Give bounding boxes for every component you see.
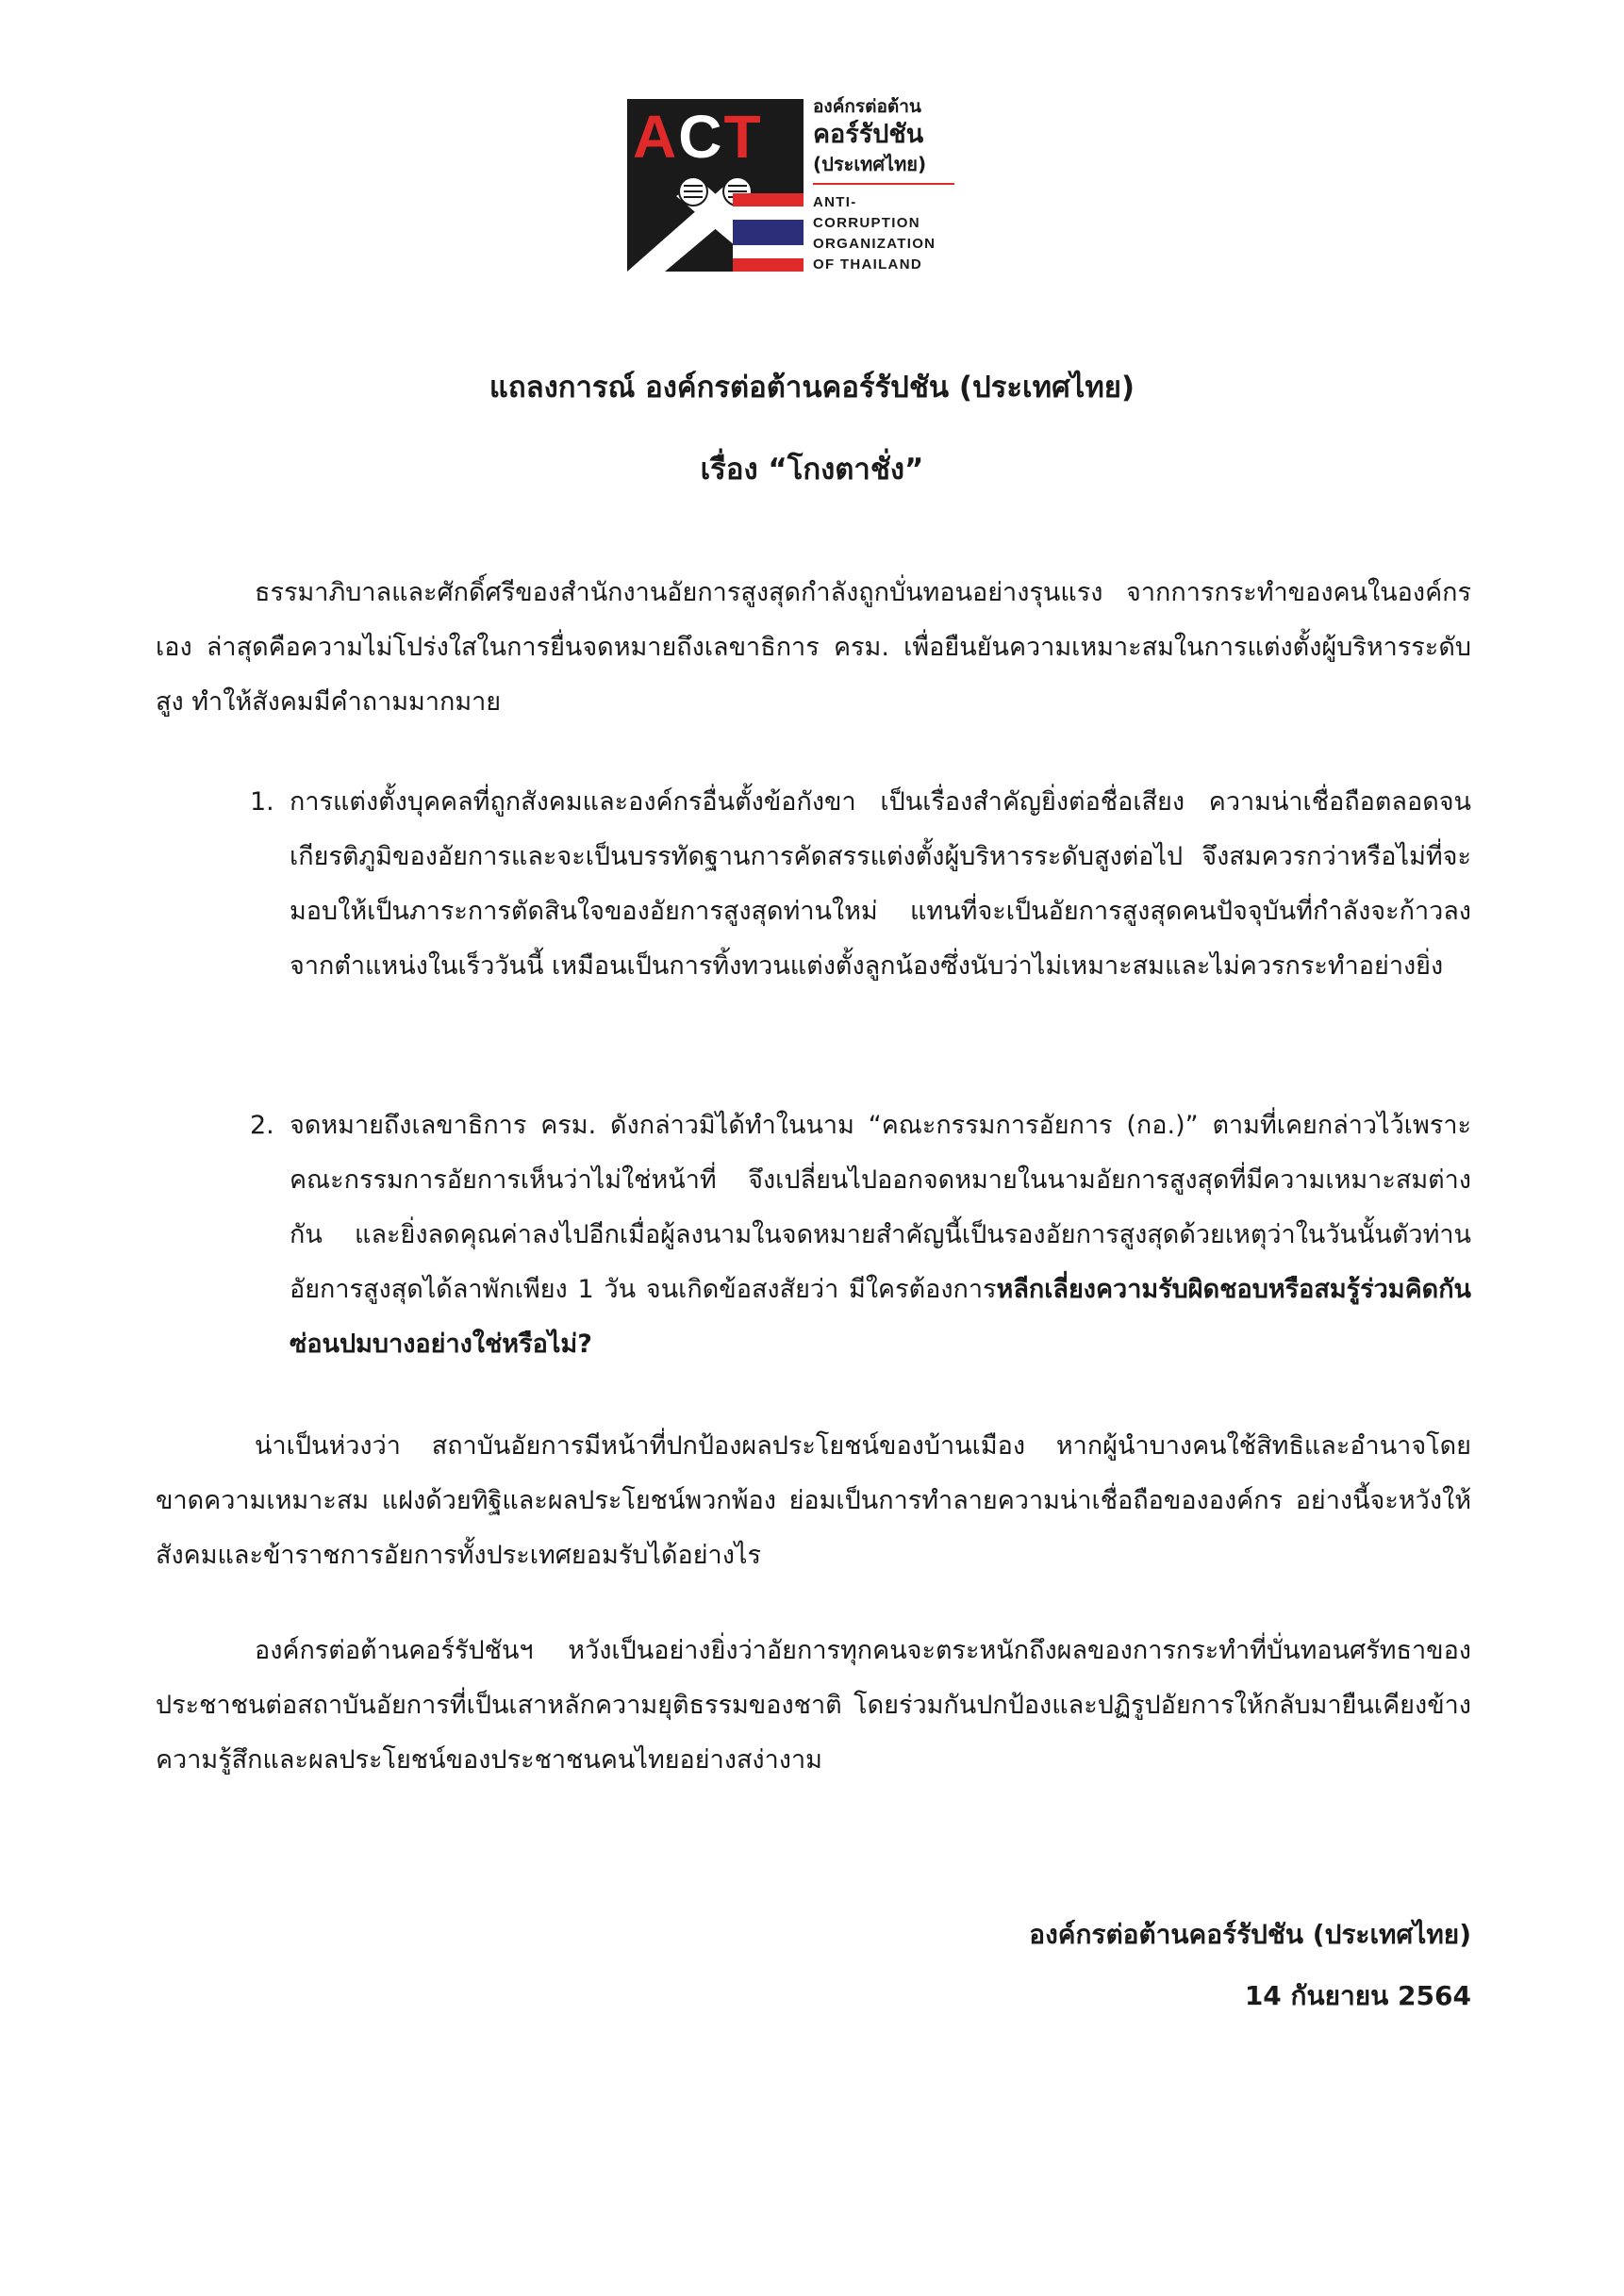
logo-letter-t: T xyxy=(723,103,763,171)
logo-en-line3: OF THAILAND xyxy=(813,256,922,273)
closing-paragraph: องค์กรต่อต้านคอร์รัปชันฯ หวังเป็นอย่างยิ่งว่าอัยการทุกคนจะตระหนักถึงผลของการกระทำที่บั่นทอนศรัทธาของประชาชนต่อสถาบันอัยการที่เป็นเสาหลักความยุติธรรมของชาติ โดยร่วมกันปกป้องและปฏิรูปอัยการให้กลับมายืนเคียงข้างความรู้สึกและผลประโยชน์ของประชาชนคนไทยอย่างสง่างาม xyxy=(156,1636,1471,1775)
logo-thai-line1: องค์กรต่อต้าน xyxy=(813,96,921,117)
signature-organization: องค์กรต่อต้านคอร์รัปชัน (ประเทศไทย) xyxy=(1029,1919,1471,1950)
logo-act-letters xyxy=(633,101,798,173)
logo-wordmark xyxy=(813,94,964,275)
logo-emblem xyxy=(627,99,804,272)
logo-en-line1: ANTI-CORRUPTION xyxy=(813,194,920,231)
list-item-emphasis: หลีกเลี่ยงความรับผิดชอบหรือสมรู้ร่วมคิดกันซ่อนปมบางอย่างใช่หรือไม่? xyxy=(290,1275,1471,1359)
document-title: แถลงการณ์ องค์กรต่อต้านคอร์รัปชัน (ประเทศไทย) xyxy=(489,371,1135,405)
logo-thai-line2: คอร์รัปชัน xyxy=(813,120,924,149)
concern-paragraph: น่าเป็นห่วงว่า สถาบันอัยการมีหน้าที่ปกป้องผลประโยชน์ของบ้านเมือง หากผู้นำบางคนใช้สิทธิและอำนาจโดยขาดความเหมาะสม แฝงด้วยทิฐิและผลประโยชน์พวกพ้อง ย่อมเป็นการทำลายความน่าเชื่อถือขององค์กร อย่างนี้จะหวังให้สังคมและข้าราชการอัยการทั้งประเทศยอมรับได้อย่างไร xyxy=(156,1431,1471,1570)
logo-en-line2: ORGANIZATION xyxy=(813,236,936,252)
thai-flag-icon xyxy=(733,193,804,272)
signature-date: 14 กันยายน 2564 xyxy=(1244,1980,1471,2011)
list-item-text xyxy=(290,1098,1471,1372)
list-item-number: 1. xyxy=(250,787,274,817)
intro-paragraph: ธรรมาภิบาลและศักดิ์ศรีของสำนักงานอัยการสูงสุดกำลังถูกบั่นทอนอย่างรุนแรง จากการกระทำของคนในองค์กรเอง ล่าสุดคือความไม่โปร่งใสในการยื่นจดหมายถึงเลขาธิการ ครม. เพื่อยืนยันความเหมาะสมในการแต่งตั้งผู้บริหารระดับสูง ทำให้สังคมมีคำถามมากมาย xyxy=(156,578,1471,717)
logo-thai-line3: (ประเทศไทย) xyxy=(813,153,927,175)
list-item-number: 2. xyxy=(250,1111,274,1140)
logo-letter-c: C xyxy=(678,103,724,171)
logo xyxy=(627,94,957,273)
logo-divider xyxy=(813,183,954,185)
logo-letter-a: A xyxy=(633,103,679,171)
document-subject: เรื่อง “โกงตาชั่ง” xyxy=(700,453,924,487)
list-item-text: การแต่งตั้งบุคคลที่ถูกสังคมและองค์กรอื่นตั้งข้อกังขา เป็นเรื่องสำคัญยิ่งต่อชื่อเสียง ความน่าเชื่อถือตลอดจนเกียรติภูมิของอัยการและจะเป็นบรรทัดฐานการคัดสรรแต่งตั้งผู้บริหารระดับสูงต่อไป จึงสมควรกว่าหรือไม่ที่จะมอบให้เป็นภาระการตัดสินใจของอัยการสูงสุดท่านใหม่ แทนที่จะเป็นอัยการสูงสุดคนปัจจุบันที่กำลังจะก้าวลงจากตำแหน่งในเร็ววันนี้ เหมือนเป็นการทิ้งทวนแต่งตั้งลูกน้องซึ่งนับว่าไม่เหมาะสมและไม่ควรกระทำอย่างยิ่ง xyxy=(290,787,1471,981)
list-item-body: จดหมายถึงเลขาธิการ ครม. ดังกล่าวมิได้ทำในนาม “คณะกรรมการอัยการ (กอ.)” ตามที่เคยกล่าวไว้เพราะคณะกรรมการอัยการเห็นว่าไม่ใช่หน้าที่ จึงเปลี่ยนไปออกจดหมายในนามอัยการสูงสุดที่มีความเหมาะสมต่างกัน และยิ่งลดคุณค่าลงไปอีกเมื่อผู้ลงนามในจดหมายสำคัญนี้เป็นรองอัยการสูงสุดด้วยเหตุว่าในวันนั้นตัวท่านอัยการสูงสุดได้ลาพักเพียง 1 วัน จนเกิดข้อสงสัยว่า มีใครต้องการ xyxy=(290,1111,1471,1304)
